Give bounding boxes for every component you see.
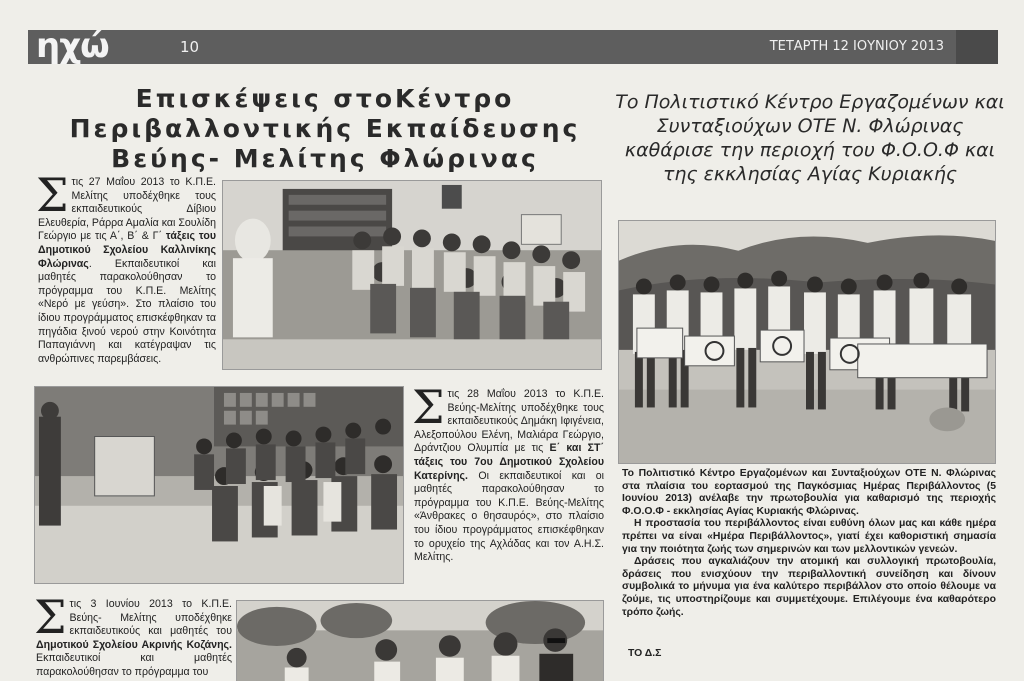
masthead-bar: [28, 26, 998, 66]
masthead-end-block: [956, 30, 998, 64]
photo-ote-cleanup-group: [618, 220, 996, 464]
left-article-paragraph-1: [36, 168, 217, 366]
paragraph-bold-text: τάξεις του Δημοτικού Σχολείου Καλλινίκης Φλώρινας: [38, 230, 217, 270]
left-article-title: Επισκέψεις στοΚέντρο Περιβαλλοντικής Εκπαίδευσης Βεύης- Μελίτης Φλώρινας: [69, 84, 581, 173]
photo-classroom-kallinikis: [222, 180, 602, 370]
drop-cap: Σ: [34, 590, 67, 644]
drop-cap: Σ: [36, 168, 69, 222]
photo-hall-katerinis: [34, 386, 404, 584]
issue-date: ΤΕΤΑΡΤΗ 12 ΙΟΥΝΙΟΥ 2013: [769, 39, 944, 54]
paragraph-text: Εκπαιδευτικοί και μαθητές παρακολούθησαν το πρόγραμμα του: [36, 652, 232, 678]
left-article-paragraph-3: [34, 590, 232, 680]
paragraph-text: Οι εκπαιδευτικοί και οι μαθητές παρακολούθησαν το πρόγραμμα του Κ.Π.Ε. Βεύης-Μελίτης «Άνθρακες ο θησαυρός», στο πλαίσιο του ίδιου προγράμματος επισκέφθηκαν το ορυχείο της Αχλάδας και τον Α.Η.Σ. Μελίτης.: [414, 469, 604, 564]
right-article-title: Το Πολιτιστικό Κέντρο Εργαζομένων και Συνταξιούχων ΟΤΕ Ν. Φλώρινας καθάρισε την περιοχή του Φ.Ο.Ο.Φ και της εκκλησίας Αγίας Κυριακής: [615, 91, 1005, 185]
right-article-body: [622, 468, 996, 619]
left-article-paragraph-2: [412, 380, 604, 565]
paragraph-text: τις 3 Ιουνίου 2013 το Κ.Π.Ε. Βεύης- Μελίτης υποδέχθηκε εκπαιδευτικούς και μαθητές του: [69, 598, 232, 638]
paragraph-text: τις 27 Μαΐου 2013 το Κ.Π.Ε. Μελίτης υποδέχθηκε τους εκπαιδευτικούς Δίβιου Ελευθερία, Ράρρα Αμαλία και Σουλίδη Γεώργιο με τις Α΄, Β΄ & Γ΄: [38, 176, 216, 243]
right-article-paragraph-3: Δράσεις που αγκαλιάζουν την ατομική και συλλογική πρωτοβουλία, δράσεις που ενισχύουν την περιβαλλοντική συνείδηση και δίνουν συμβολικά το μήνυμα για ένα καλύτερο περιβάλλον στο οποίο θέλουμε να ζούμε, τις υποστηρίζουμε και συμμετέχουμε. Επιλέγουμε ένα καθαρότερο τρόπο ζωής.: [622, 556, 996, 618]
drop-cap: Σ: [412, 380, 445, 434]
right-article-paragraph-1: Το Πολιτιστικό Κέντρο Εργαζομένων και Συνταξιούχων ΟΤΕ Ν. Φλώρινας στα πλαίσια του εορτασμού της Παγκόσμιας Ημέρας Περιβάλλοντος (5 Ιουνίου 2013) ανέλαβε την πρωτοβουλία για καθαρισμό της περιοχής Φ.Ο.Ο.Φ - εκκλησίας Αγίας Κυριακής Φλώρινας.: [622, 468, 996, 517]
newspaper-logo: ηχώ: [36, 26, 109, 66]
paragraph-text: τις 28 Μαΐου 2013 το Κ.Π.Ε. Βεύης-Μελίτης υποδέχθηκε τους εκπαιδευτικούς Δημάκη Ιφιγένεια, Αλεξοπούλου Ελένη, Μαλιάρα Γεώργιο, Δράντζιου Ολυμπία με τις: [414, 388, 604, 455]
paragraph-bold-text: Ε΄ και ΣΤ΄ τάξεις του 7ου Δημοτικού Σχολείου Κατερίνης.: [414, 442, 604, 482]
page-number: 10: [180, 38, 200, 56]
paragraph-bold-text: Δημοτικού Σχολείου Ακρινής Κοζάνης.: [36, 638, 232, 651]
right-article-paragraph-2: Η προστασία του περιβάλλοντος είναι ευθύνη όλων μας και κάθε ημέρα πρέπει να είναι «Ημέρα Περιβάλλοντος», γιατί έχει καθοριστική σημασία για την ποιότητα ζωής των σημερινών και των μελλοντικών γενεών.: [622, 518, 996, 555]
photo-outdoor-akrinis: [236, 600, 604, 681]
paragraph-text: . Εκπαιδευτικοί και μαθητές παρακολούθησαν το πρόγραμμα του Κ.Π.Ε. Μελίτης «Νερό με γεύση». Στο πλαίσιο του ίδιου προγράμματος επισκέφθηκαν τα πηγάδια ξινού νερού στην Κοινότητα Παπαγιάννη και κατέγραψαν τις ανθρώπινες παρεμβάσεις.: [38, 257, 216, 365]
right-article-signature: ΤΟ Δ.Σ: [628, 648, 662, 659]
